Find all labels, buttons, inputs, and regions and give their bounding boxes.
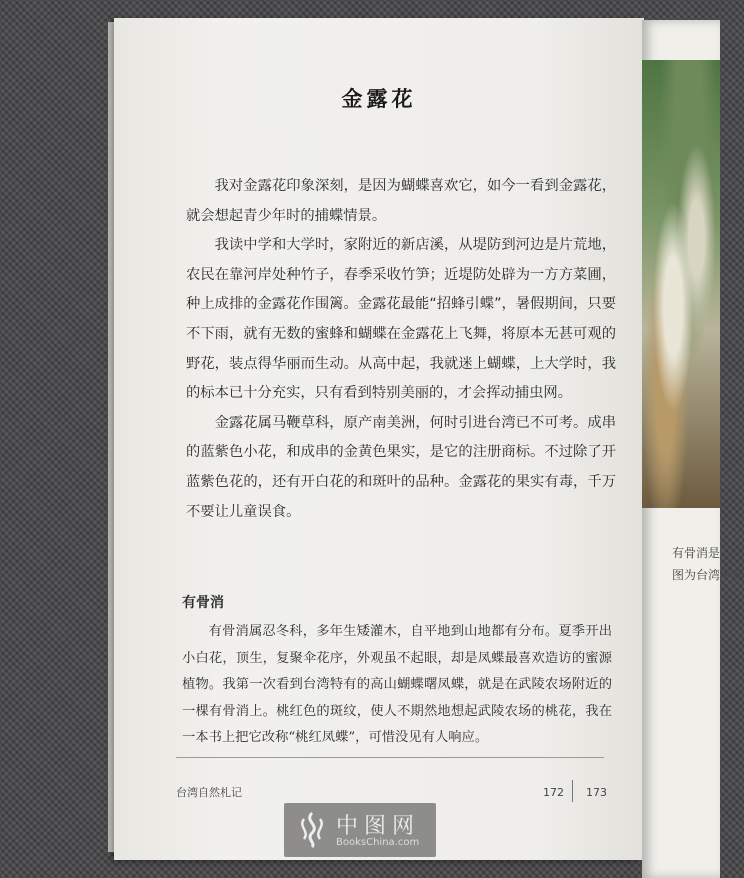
watermark-logo-icon <box>294 811 330 849</box>
body-text <box>186 172 616 527</box>
photo-caption <box>672 542 744 586</box>
page-number-left: 172 <box>543 786 564 799</box>
page-number-right: 173 <box>586 786 607 799</box>
right-page <box>642 20 744 878</box>
footer-book-title: 台湾自然札记 <box>176 786 242 799</box>
flower-photo <box>642 60 720 508</box>
caption-line-2: 图为台湾中部 <box>672 568 744 582</box>
watermark <box>284 803 436 857</box>
chapter-title: 金露花 <box>341 87 417 111</box>
watermark-url: BooksChina.com <box>336 837 420 848</box>
caption-line-1: 有骨消是 <box>672 546 721 560</box>
page-number-divider <box>572 780 573 802</box>
paragraph-2: 我读中学和大学时，家附近的新店溪，从堤防到河边是片荒地，农民在靠河岸处种竹子，春季采收竹笋；近堤防处辟为一方方菜圃，种上成排的金露花作围篱。金露花最能“招蜂引蝶”，暑假期间，只要不下雨，就有无数的蜜蜂和蝴蝶在金露花上飞舞，将原本无甚可观的野花，装点得华丽而生动。从高中起，我就迷上蝴蝶，上大学时，我的标本已十分充实，只有看到特别美丽的，才会挥动捕虫网。 <box>186 237 616 402</box>
footer-rule <box>176 757 604 758</box>
watermark-text: 中图网 <box>336 814 421 839</box>
section-title: 有骨消 <box>182 595 224 611</box>
section-text: 有骨消属忍冬科，多年生矮灌木，自平地到山地都有分布。夏季开出小白花，顶生，复聚伞花序，外观虽不起眼，却是凤蝶最喜欢造访的蜜源植物。我第一次看到台湾特有的高山蝴蝶曙凤蝶，就是在武陵农场附近的一棵有骨消上。桃红色的斑纹，使人不期然地想起武陵农场的桃花，我在一本书上把它改称“桃红凤蝶”，可惜没见有人响应。 <box>182 624 612 745</box>
paragraph-3: 金露花属马鞭草科，原产南美洲，何时引进台湾已不可考。成串的蓝紫色小花，和成串的金黄色果实，是它的注册商标。不过除了开蓝紫色花的，还有开白花的和斑叶的品种。金露花的果实有毒，千万不要让儿童误食。 <box>186 414 616 520</box>
paragraph-1: 我对金露花印象深刻，是因为蝴蝶喜欢它，如今一看到金露花，就会想起青少年时的捕蝶情景。 <box>186 178 616 224</box>
